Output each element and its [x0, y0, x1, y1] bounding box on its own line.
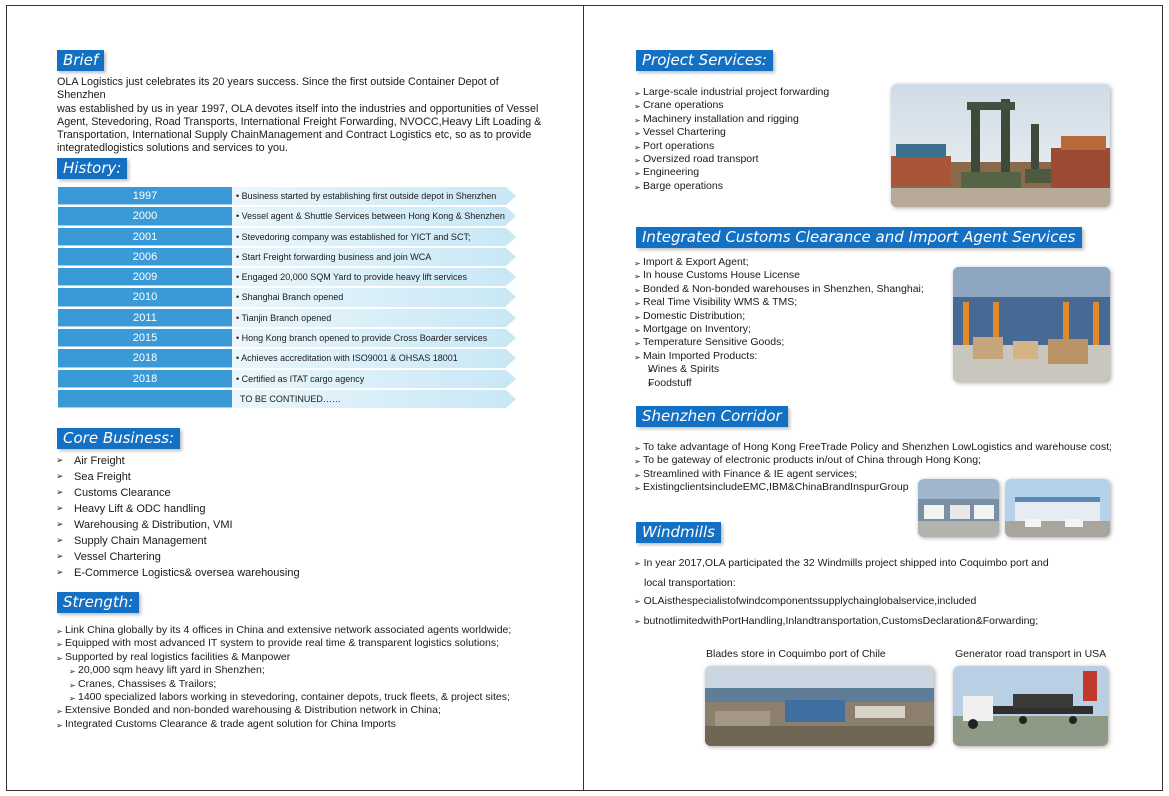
list-item: ➢ Import & Export Agent;	[634, 256, 924, 269]
customs-heading: Integrated Customs Clearance and Import Agent Services	[636, 227, 1082, 248]
windmills-heading: Windmills	[636, 522, 721, 543]
list-item: ➢ Link China globally by its 4 offices in China and extensive network associated agents worldwide;	[56, 624, 556, 637]
timeline-desc: • Achieves accreditation with ISO9001 & OHSAS 18001	[232, 349, 506, 367]
brief-line: OLA Logistics just celebrates its 20 years success. Since the first outside Container Depot of Shenzhen	[57, 76, 499, 102]
list-item: ➢ Supply Chain Management	[56, 533, 300, 549]
list-item: ➢ Temperature Sensitive Goods;	[634, 336, 924, 349]
list-item: ➢ To take advantage of Hong Kong FreeTrade Policy and Shenzhen LowLogistics and warehouse cost;	[634, 441, 1112, 454]
windmills-line	[634, 612, 1049, 632]
timeline-year: 2000	[58, 207, 232, 225]
core-business-heading: Core Business:	[57, 428, 180, 449]
generator-truck-photo	[953, 666, 1108, 746]
list-item: ➢ Integrated Customs Clearance & trade agent solution for China Imports	[56, 718, 556, 731]
brief-heading: Brief	[57, 50, 104, 71]
timeline-desc: • Certified as ITAT cargo agency	[232, 370, 506, 388]
timeline-desc: • Vessel agent & Shuttle Services between Hong Kong & Shenzhen	[232, 207, 506, 225]
list-item: ➢ Air Freight	[56, 453, 300, 469]
project-services-list	[634, 86, 829, 193]
list-item: ➢ Real Time Visibility WMS & TMS;	[634, 296, 924, 309]
timeline-desc: • Business started by establishing first outside depot in Shenzhen	[232, 187, 506, 205]
arrow-bullet-icon: ➢	[634, 597, 641, 606]
timeline-row	[58, 329, 516, 349]
timeline-row	[58, 228, 516, 248]
windmills-text	[634, 554, 1049, 631]
timeline-year: 2015	[58, 329, 232, 347]
timeline-desc: • Start Freight forwarding business and join WCA	[232, 248, 506, 266]
core-business-list	[56, 453, 300, 581]
list-item: ➢ Machinery installation and rigging	[634, 113, 829, 126]
list-item: ➢ Domestic Distribution;	[634, 310, 924, 323]
shenzhen-corridor-heading: Shenzhen Corridor	[636, 406, 788, 427]
list-item: ➢ Foodstuff	[634, 377, 924, 390]
timeline-year: 2006	[58, 248, 232, 266]
list-item: ➢ Bonded & Non-bonded warehouses in Shenzhen, Shanghai;	[634, 283, 924, 296]
list-item: ➢ Vessel Chartering	[634, 126, 829, 139]
crane-port-photo	[891, 84, 1110, 207]
brief-line: Agent, Stevedoring, Road Transports, International Freight Forwarding, NVOCC,Heavy Lift Loading &	[57, 115, 542, 128]
windmills-line-text: butnotlimitedwithPortHandling,Inlandtransportation,CustomsDeclaration&Forwarding;	[643, 614, 1039, 627]
list-item: ➢ Barge operations	[634, 180, 829, 193]
list-item: ➢ Streamlined with Finance & IE agent services;	[634, 468, 1112, 481]
arrow-bullet-icon: ➢	[634, 559, 641, 568]
list-item: ➢ Warehousing & Distribution, VMI	[56, 517, 300, 533]
timeline-row	[58, 207, 516, 227]
list-item: ➢ Port operations	[634, 140, 829, 153]
list-item: ➢ ExistingclientsincludeEMC,IBM&ChinaBrandInspurGroup	[634, 481, 1112, 494]
list-item: ➢ Large-scale industrial project forwarding	[634, 86, 829, 99]
timeline-desc: • Engaged 20,000 SQM Yard to provide heavy lift services	[232, 268, 506, 286]
brief-text	[57, 76, 547, 156]
warehouse-building-photo	[1005, 479, 1110, 537]
blades-caption: Blades store in Coquimbo port of Chile	[706, 648, 886, 660]
list-item: ➢ Mortgage on Inventory;	[634, 323, 924, 336]
list-item: ➢ 1400 specialized labors working in stevedoring, container depots, truck fleets, & project sites;	[56, 691, 556, 704]
strength-list	[56, 624, 556, 731]
list-item: ➢ Equipped with most advanced IT system to provide real time & transparent logistics solutions;	[56, 637, 556, 650]
list-item: ➢ 20,000 sqm heavy lift yard in Shenzhen;	[56, 664, 556, 677]
timeline-year: 2018	[58, 349, 232, 367]
timeline-row	[58, 370, 516, 390]
list-item: ➢ Sea Freight	[56, 469, 300, 485]
timeline-desc: • Shanghai Branch opened	[232, 288, 506, 306]
list-item: ➢ Vessel Chartering	[56, 549, 300, 565]
timeline-desc: • Stevedoring company was established for YICT and SCT;	[232, 228, 506, 246]
list-item: ➢ Cranes, Chassises & Trailors;	[56, 678, 556, 691]
timeline-row	[58, 390, 516, 410]
list-item: ➢ Crane operations	[634, 99, 829, 112]
brief-line: integratedlogistics solutions and services to you.	[57, 142, 289, 155]
project-services-heading: Project Services:	[636, 50, 773, 71]
timeline-row	[58, 187, 516, 207]
timeline-year: 2009	[58, 268, 232, 286]
timeline-row	[58, 309, 516, 329]
list-item: ➢ To be gateway of electronic products in/out of China through Hong Kong;	[634, 454, 1112, 467]
list-item: ➢ E-Commerce Logistics& oversea warehousing	[56, 565, 300, 581]
list-item: ➢ Oversized road transport	[634, 153, 829, 166]
windmills-line-text: OLAisthespecialistofwindcomponentssupplychainglobalservice,included	[643, 595, 977, 607]
customs-list	[634, 256, 924, 390]
timeline-row	[58, 268, 516, 288]
warehouse-photo	[953, 267, 1110, 382]
timeline-year: 1997	[58, 187, 232, 205]
timeline-desc: TO BE CONTINUED……	[232, 390, 506, 408]
windmills-line: local transportation:	[644, 576, 736, 589]
list-item: ➢ Main Imported Products:	[634, 350, 924, 363]
arrow-bullet-icon: ➢	[634, 616, 641, 626]
coquimbo-port-photo	[705, 666, 934, 746]
brief-line: was established by us in year 1997, OLA devotes itself into the industries and opportunities of Vessel	[57, 102, 539, 115]
list-item: ➢ Supported by real logistics facilities & Manpower	[56, 651, 556, 664]
list-item: ➢ Customs Clearance	[56, 485, 300, 501]
list-item: ➢ Extensive Bonded and non-bonded warehousing & Distribution network in China;	[56, 704, 556, 717]
history-timeline	[58, 187, 516, 410]
windmills-line	[634, 554, 1049, 574]
timeline-desc: • Hong Kong branch opened to provide Cross Boarder services	[232, 329, 506, 347]
windmills-line	[634, 592, 1049, 612]
strength-heading: Strength:	[57, 592, 139, 613]
timeline-row	[58, 288, 516, 308]
timeline-year: 2010	[58, 288, 232, 306]
timeline-year	[58, 390, 232, 408]
timeline-row	[58, 248, 516, 268]
list-item: ➢ In house Customs House License	[634, 269, 924, 282]
list-item: ➢ Heavy Lift & ODC handling	[56, 501, 300, 517]
brief-line: Transportation, International Supply ChainManagement and Contract Logistics etc, so as to provide	[57, 129, 532, 142]
timeline-year: 2011	[58, 309, 232, 327]
list-item: ➢ Engineering	[634, 166, 829, 179]
timeline-row	[58, 349, 516, 369]
timeline-year: 2001	[58, 228, 232, 246]
timeline-desc: • Tianjin Branch opened	[232, 309, 506, 327]
windmills-line-text: In year 2017,OLA participated the 32 Windmills project shipped into Coquimbo port and	[643, 557, 1049, 569]
generator-caption: Generator road transport in USA	[955, 648, 1107, 660]
history-heading: History:	[57, 158, 127, 179]
list-item: ➢ Wines & Spirits	[634, 363, 924, 376]
truck-fleet-photo	[918, 479, 999, 537]
timeline-year: 2018	[58, 370, 232, 388]
